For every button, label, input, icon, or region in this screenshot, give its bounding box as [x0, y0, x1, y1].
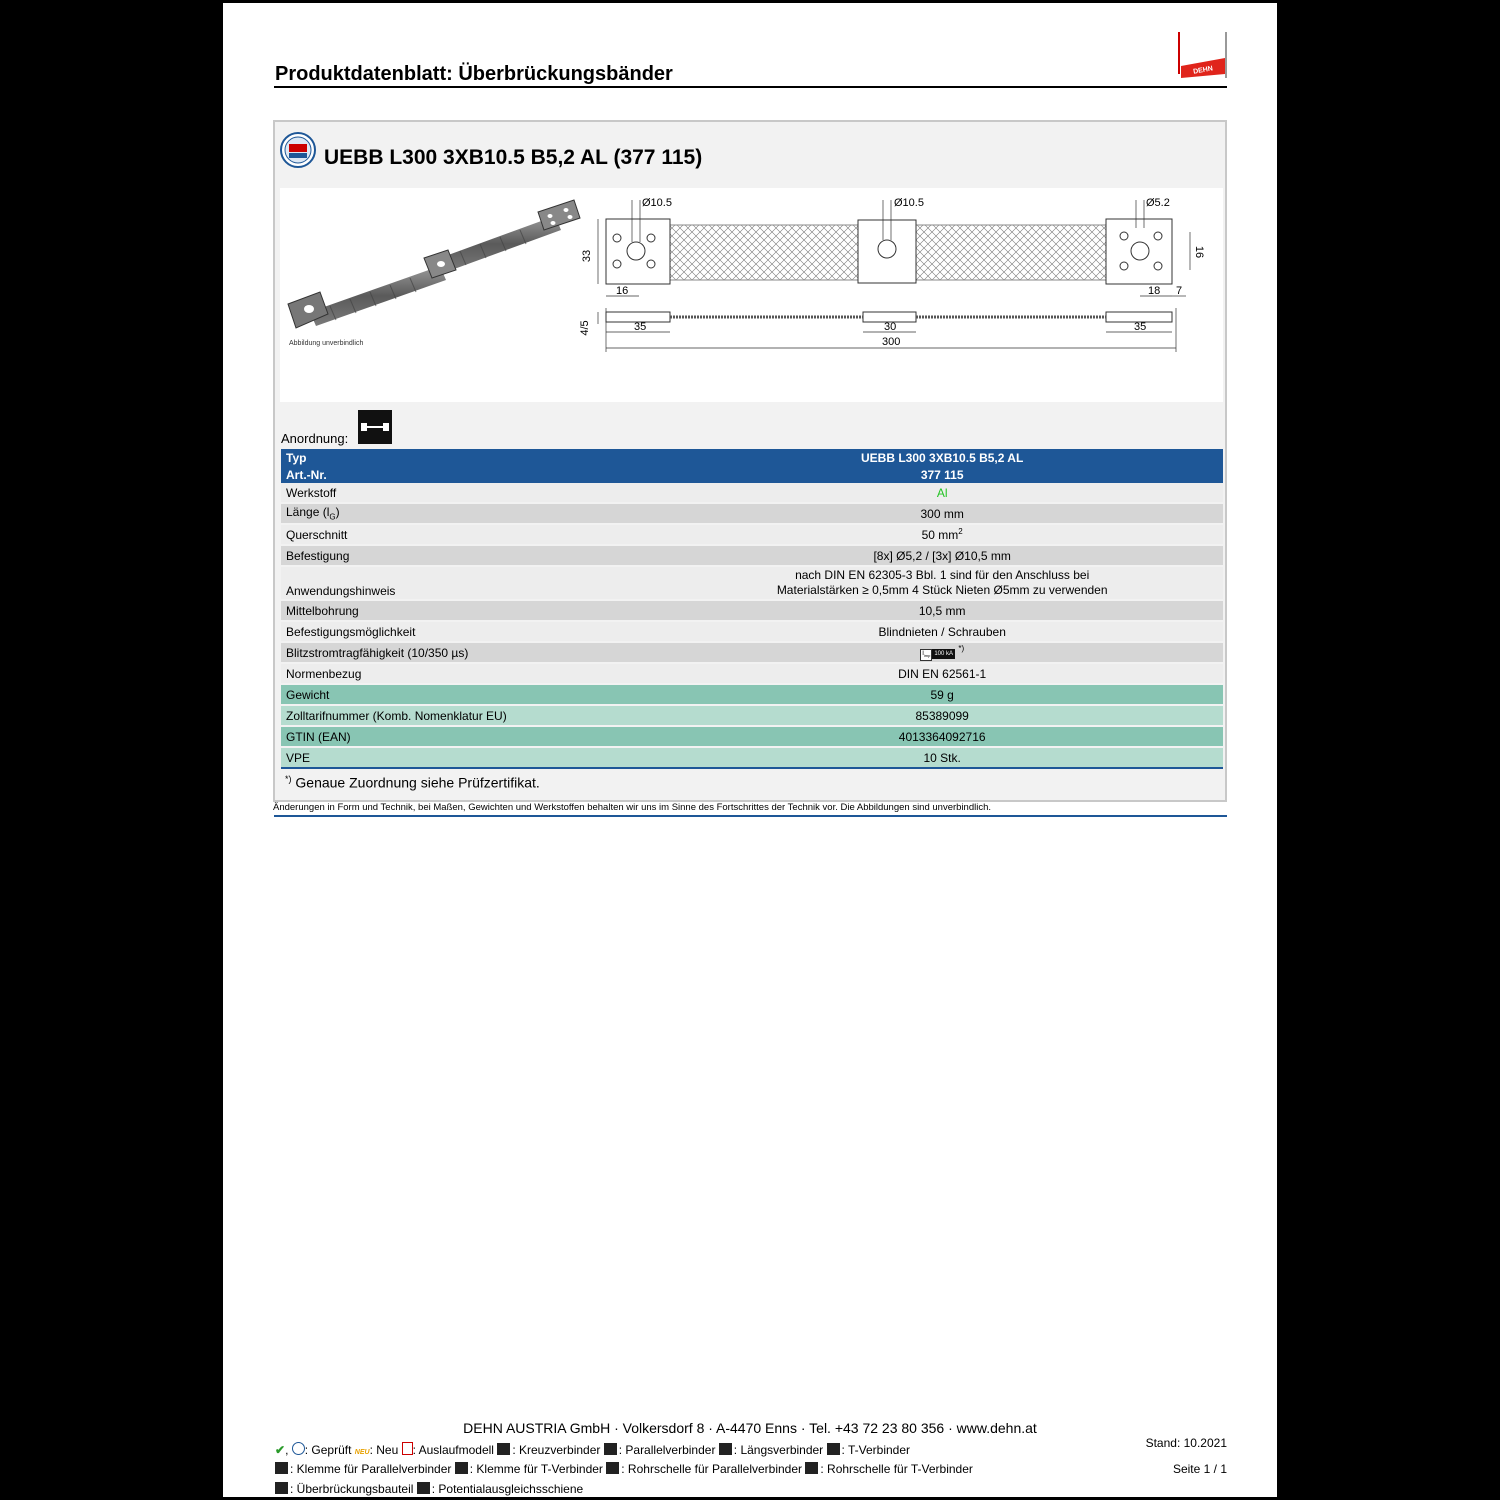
anordnung-label: Anordnung:: [281, 431, 349, 446]
row-value: nach DIN EN 62305-3 Bbl. 1 sind für den Anschluss bei Materialstärken ≥ 0,5mm 4 Stück Nieten Ø5mm zu verwenden: [661, 566, 1223, 600]
dim-w18: 18: [1148, 285, 1161, 297]
row-label: Querschnitt: [281, 524, 661, 545]
product-title: UEBB L300 3XB10.5 B5,2 AL (377 115): [324, 146, 703, 169]
product-card: [273, 120, 1227, 802]
spec-header-row: [281, 466, 1223, 483]
disclaimer-rule: [274, 815, 1227, 817]
footnote: *) Genaue Zuordnung siehe Prüfzertifikat.: [285, 774, 540, 791]
product-image-area: [280, 188, 1223, 402]
artnr-label: Art.-Nr.: [281, 466, 661, 483]
new-badge-icon: NEU: [354, 1449, 370, 1456]
row-label: Blitzstromtragfähigkeit (10/350 µs): [281, 642, 661, 663]
spec-table: [281, 449, 1223, 769]
spec-row: [281, 483, 1223, 503]
legend-line-1: ✔, : Geprüft NEU: Neu : Auslaufmodell : Kreuzverbinder : Parallelverbinder : Längsverbinder : T-Verbinder: [275, 1443, 910, 1457]
clamp-parallel-icon: [275, 1462, 288, 1474]
dim-l35b: 35: [1134, 321, 1147, 333]
t-connector-icon: [827, 1443, 840, 1455]
row-value: DIN EN 62561-1: [661, 663, 1223, 684]
row-label: Mittelbohrung: [281, 600, 661, 621]
spec-row: [281, 747, 1223, 768]
row-label: Befestigungsmöglichkeit: [281, 621, 661, 642]
dim-l30: 30: [884, 321, 897, 333]
product-photo: [280, 188, 590, 338]
spec-row: [281, 600, 1223, 621]
row-label: VPE: [281, 747, 661, 768]
spec-row: [281, 705, 1223, 726]
row-label: Gewicht: [281, 684, 661, 705]
spec-row: [281, 684, 1223, 705]
row-value: $I_{imp}$ 100 kA *): [661, 642, 1223, 663]
tested-badge-icon: [280, 132, 316, 168]
typ-value: UEBB L300 3XB10.5 B5,2 AL: [661, 449, 1223, 466]
row-value: Blindnieten / Schrauben: [661, 621, 1223, 642]
typ-label: Typ: [281, 449, 661, 466]
dim-d2: Ø10.5: [894, 197, 924, 209]
row-value: 300 mm: [661, 503, 1223, 524]
company-address: DEHN AUSTRIA GmbH · Volkersdorf 8 · A-4470 Enns · Tel. +43 72 23 80 356 · www.dehn.at: [463, 1420, 1037, 1436]
dim-l35a: 35: [634, 321, 647, 333]
spec-row: [281, 621, 1223, 642]
title-rule: [274, 86, 1227, 88]
datasheet-page: [223, 3, 1277, 1497]
bridging-arrangement-icon: [358, 410, 392, 444]
image-caption: Abbildung unverbindlich: [289, 340, 364, 347]
dim-h33: 33: [581, 249, 593, 263]
legend-line-2: : Klemme für Parallelverbinder : Klemme für T-Verbinder : Rohrschelle für Parallelverbinder : Rohrschelle für T-Verbinder: [275, 1462, 973, 1476]
legend-line-3: : Überbrückungsbauteil : Potentialausgleichsschiene: [275, 1482, 583, 1496]
cross-connector-icon: [497, 1443, 510, 1455]
dim-l300: 300: [882, 336, 901, 348]
spec-row: [281, 524, 1223, 545]
row-label: Zolltarifnummer (Komb. Nomenklatur EU): [281, 705, 661, 726]
row-value: 10 Stk.: [661, 747, 1223, 768]
spec-row: [281, 566, 1223, 600]
discontinued-icon: [402, 1442, 413, 1455]
row-value: 50 $mm^2$: [661, 524, 1223, 545]
document-title: Produktdatenblatt: Überbrückungsbänder: [275, 63, 673, 85]
dim-d1: Ø10.5: [642, 197, 672, 209]
dim-h16: 16: [1193, 245, 1205, 259]
spec-header-row: [281, 449, 1223, 466]
dim-d3: Ø5.2: [1146, 197, 1170, 209]
row-value: 59 g: [661, 684, 1223, 705]
page-number: Seite 1 / 1: [1172, 1462, 1227, 1476]
lightning-current-icon: $I_{imp}$: [920, 649, 932, 661]
dim-t45: 4/5: [579, 320, 591, 336]
parallel-connector-icon: [604, 1443, 617, 1455]
bridging-component-icon: [275, 1482, 288, 1494]
equipotential-bar-icon: [417, 1482, 430, 1494]
tested-mark-icon: [292, 1442, 305, 1455]
dim-w16: 16: [616, 285, 629, 297]
dehn-logo: [1179, 30, 1227, 80]
row-value: 4013364092716: [661, 726, 1223, 747]
technical-drawing: [579, 192, 1206, 362]
row-value: [8x] Ø5,2 / [3x] Ø10,5 mm: [661, 545, 1223, 566]
row-label: Anwendungshinweis: [281, 566, 661, 600]
spec-row: [281, 663, 1223, 684]
spec-row: [281, 503, 1223, 524]
row-label: Befestigung: [281, 545, 661, 566]
row-label: GTIN (EAN): [281, 726, 661, 747]
longitudinal-connector-icon: [719, 1443, 732, 1455]
spec-row: [281, 726, 1223, 747]
row-value: Al: [661, 483, 1223, 503]
artnr-value: 377 115: [661, 466, 1223, 483]
row-label: Normenbezug: [281, 663, 661, 684]
checkmark-icon: ✔: [275, 1443, 286, 1457]
spec-row: [281, 545, 1223, 566]
pipe-clamp-t-icon: [805, 1462, 818, 1474]
pipe-clamp-parallel-icon: [606, 1462, 619, 1474]
row-value: 10,5 mm: [661, 600, 1223, 621]
row-label: Werkstoff: [281, 483, 661, 503]
row-value: 85389099: [661, 705, 1223, 726]
spec-row: [281, 642, 1223, 663]
dehn-logo-text: DEHN: [1192, 65, 1214, 76]
dim-w7: 7: [1176, 285, 1183, 297]
clamp-t-icon: [455, 1462, 468, 1474]
disclaimer: Änderungen in Form und Technik, bei Maßen, Gewichten und Werkstoffen behalten wir uns im Sinne des Fortschrittes der Technik vor. Die Abbildungen sind unverbindlich.: [273, 802, 992, 813]
row-label: Länge $(l_G)$: [281, 503, 661, 524]
stand-date: Stand: 10.2021: [1145, 1436, 1227, 1450]
